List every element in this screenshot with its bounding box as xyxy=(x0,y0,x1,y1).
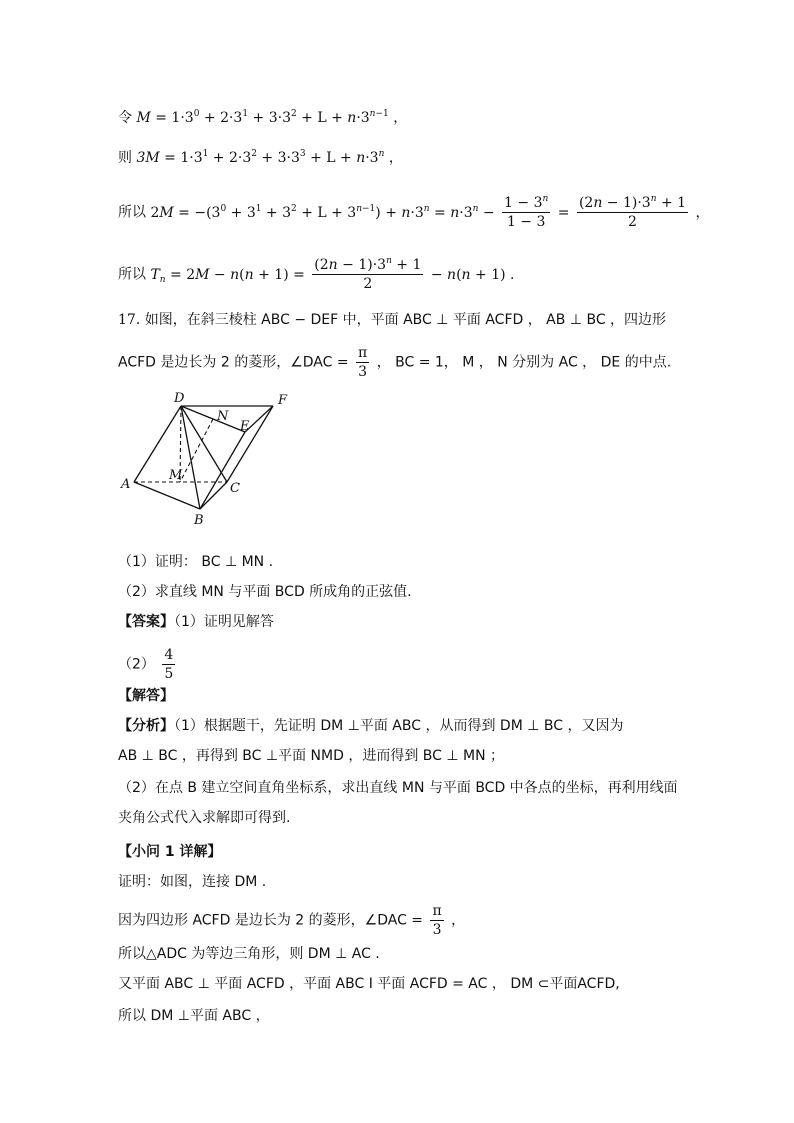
proof-line-5: 所以 DM ⊥平面 ABC ， xyxy=(118,1008,270,1024)
proof-text: 因为四边形 ACFD 是边长为 2 的菱形，∠DAC = xyxy=(118,912,424,929)
fraction-pi-over-3: $\frac{\pi}{3}$ xyxy=(432,903,442,938)
fraction-pi-over-3: $\frac{\pi}{3}$ xyxy=(358,345,368,380)
label-F: F xyxy=(278,393,288,408)
edge-CF xyxy=(227,406,273,482)
analysis-line-1 xyxy=(118,716,623,736)
question-2: （2）求直线 MN 与平面 BCD 所成角的正弦值. xyxy=(118,584,412,600)
edge-BE xyxy=(200,432,245,509)
equation-line-4 xyxy=(118,256,514,293)
label-A: A xyxy=(121,477,131,492)
analysis-line-3: （2）在点 B 建立空间直角坐标系，求出直线 MN 与平面 BCD 中各点的坐标，再利用线面 xyxy=(118,780,678,796)
equation-3: $2M = -(3^0 + 3^1 + 3^2 + L + 3^{n-1}) + n\cdot 3^n = n\cdot 3^n$ − $\frac{1 - 3^n}{1 - 3}$ = $\frac{(2n - 1)\cdot 3^n + 1}{2}$ ， xyxy=(150,194,710,230)
text: 所以 xyxy=(118,266,146,283)
problem-17-line-2 xyxy=(118,344,671,381)
proof-line-4: 又平面 ABC ⊥ 平面 ACFD ，平面 ABC I 平面 ACFD = AC ， DM ⊂平面ACFD, xyxy=(118,976,620,992)
answer-2-label: （2） xyxy=(118,656,155,673)
solution-label: 【解答】 xyxy=(118,688,174,704)
problem-text: ACFD 是边长为 2 的菱形，∠DAC = xyxy=(118,354,349,371)
analysis-line-2: AB ⊥ BC ，再得到 BC ⊥平面 NMD ，进而得到 BC ⊥ MN ； xyxy=(118,748,505,764)
text: 令 xyxy=(118,110,132,126)
equation-line-2 xyxy=(118,148,403,168)
problem-text: ， BC = 1， M ， N 分别为 AC ， DE 的中点. xyxy=(376,354,672,371)
text: 则 xyxy=(118,150,132,166)
proof-line-2 xyxy=(118,902,465,939)
analysis-line-4: 夹角公式代入求解即可得到. xyxy=(118,810,291,826)
question-1: （1）证明： BC ⊥ MN . xyxy=(118,554,274,570)
math: 3M xyxy=(136,150,160,166)
equation-line-1 xyxy=(118,108,407,128)
problem-text: 如图，在斜三棱柱 ABC − DEF 中，平面 ABC ⊥ 平面 ACFD ， AB ⊥ BC ，四边形 xyxy=(144,312,667,328)
label-N: N xyxy=(217,409,229,424)
edge-AB xyxy=(134,482,200,509)
answer-1: （1）证明见解答 xyxy=(174,614,274,630)
answer-line-2 xyxy=(118,646,178,683)
label-E: E xyxy=(240,419,250,434)
proof-text: ， xyxy=(451,912,466,929)
analysis-label: 【分析】 xyxy=(118,718,174,734)
equation-1: = $1\cdot 3^0 + 2\cdot 3^1 + 3\cdot 3^2 + L + n\cdot 3^{n-1}$ ， xyxy=(155,109,408,126)
problem-17-line-1 xyxy=(118,310,666,330)
prism-figure xyxy=(118,388,308,533)
problem-number: 17. xyxy=(118,312,141,328)
label-D: D xyxy=(174,391,185,406)
equation-line-3 xyxy=(118,194,710,231)
label-M: M xyxy=(169,468,183,483)
label-C: C xyxy=(230,481,240,496)
label-B: B xyxy=(194,513,204,528)
subsection-label: 【小问 1 详解】 xyxy=(118,844,222,860)
equation-2: = $1\cdot 3^1 + 2\cdot 3^2 + 3\cdot 3^3 + L + n\cdot 3^n$ ， xyxy=(164,149,403,166)
proof-line-1: 证明：如图，连接 DM . xyxy=(118,874,267,890)
analysis-text: （1）根据题干，先证明 DM ⊥平面 ABC ，从而得到 DM ⊥ BC ，又因为 xyxy=(174,718,624,734)
equation-4: $T_n = 2M - n(n + 1)$ = $\frac{(2n - 1)\cdot 3^n + 1}{2}$ − n(n + 1) . xyxy=(150,256,515,292)
answer-label: 【答案】 xyxy=(118,614,174,630)
proof-line-3: 所以△ADC 为等边三角形，则 DM ⊥ AC . xyxy=(118,946,380,962)
text: 所以 xyxy=(118,204,146,221)
answer-line-1 xyxy=(118,612,274,632)
answer-2-fraction: $\frac{4}{5}$ xyxy=(164,647,174,682)
math: M xyxy=(136,110,151,126)
